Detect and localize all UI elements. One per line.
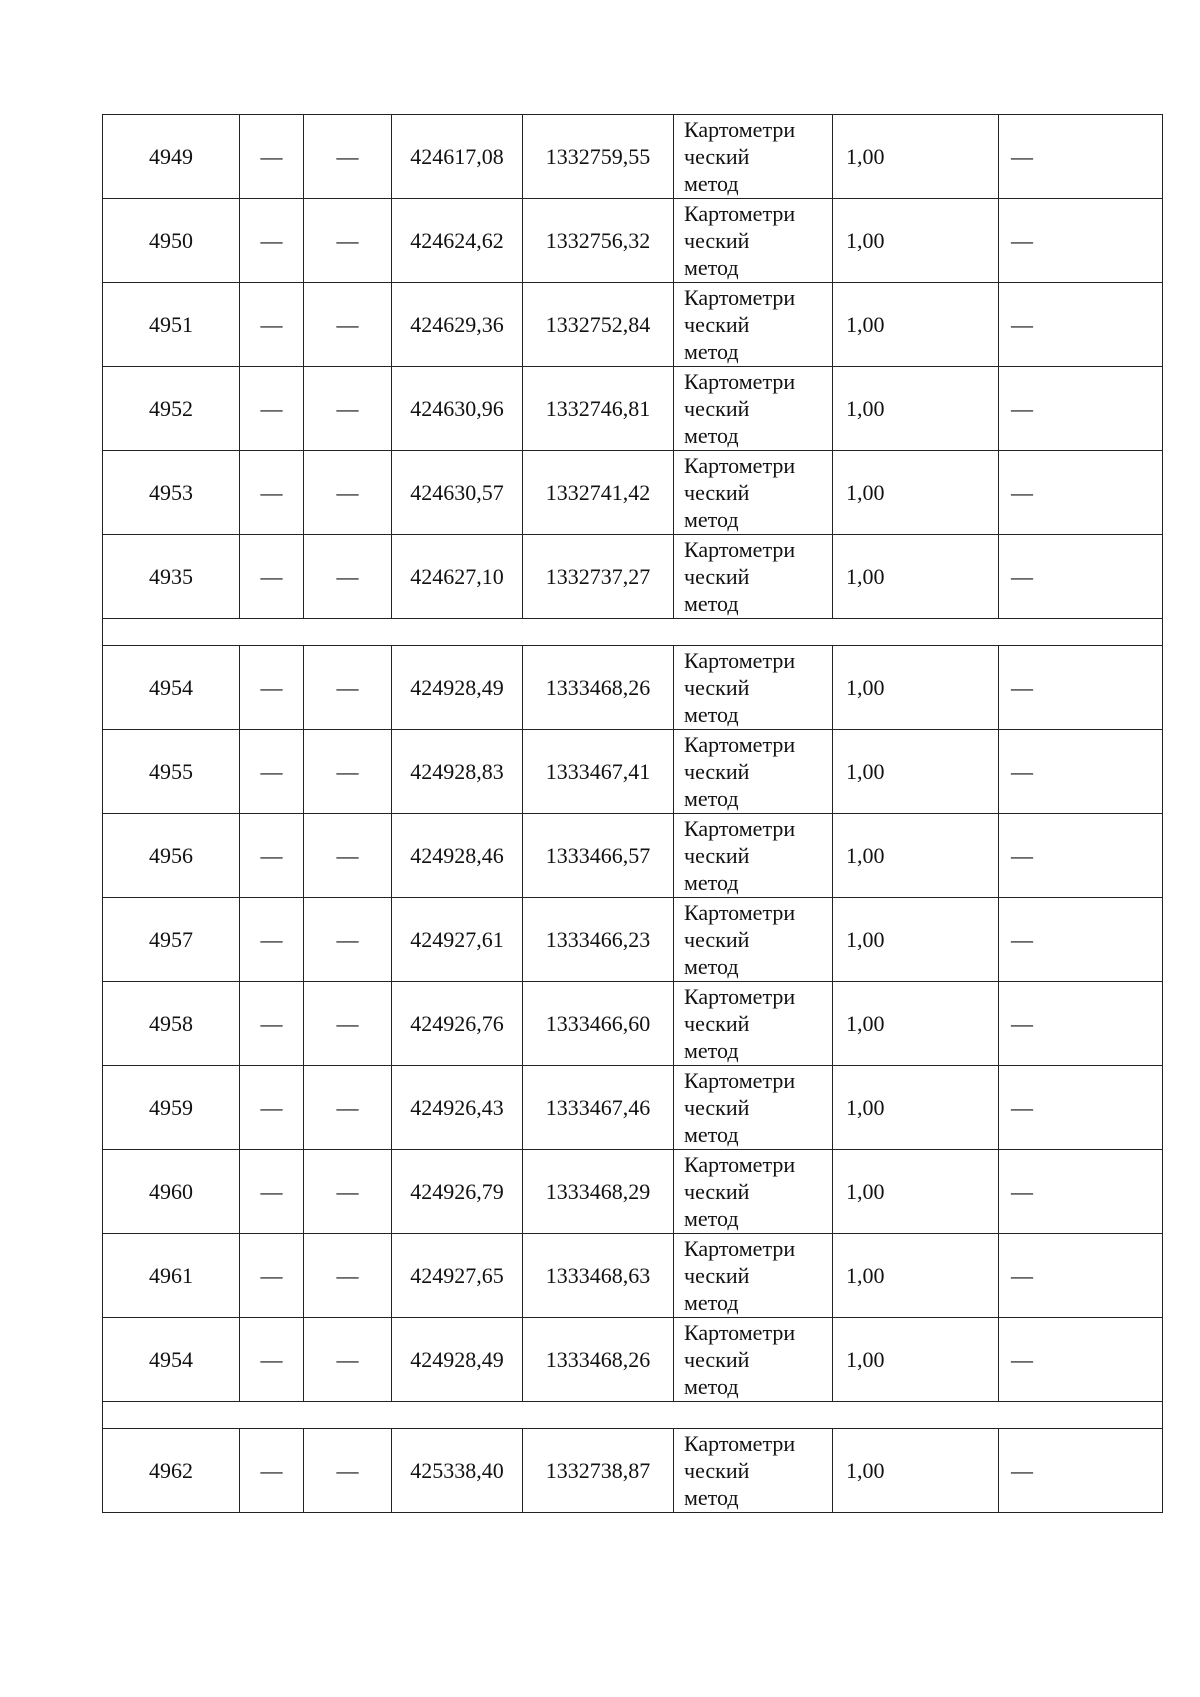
dash-mark: — — [260, 395, 283, 421]
method-text-line: метод — [684, 870, 739, 895]
method-text-line: Картометри — [684, 117, 796, 142]
dash-mark: — — [336, 563, 359, 589]
dash-mark: — — [1011, 1094, 1033, 1120]
y-coordinate-cell: 1333467,46 — [523, 1066, 674, 1150]
dash-mark: — — [336, 1346, 359, 1372]
point-number-cell: 4955 — [103, 730, 240, 814]
method-cell — [674, 982, 833, 1066]
old-x-cell — [240, 1150, 304, 1234]
dash-mark: — — [1011, 311, 1033, 337]
dash-mark: — — [260, 1010, 283, 1036]
method-text-line: ческий — [684, 1347, 750, 1372]
dash-mark: — — [1011, 758, 1033, 784]
x-coordinate-cell: 425338,40 — [392, 1429, 523, 1513]
point-number-cell: 4951 — [103, 283, 240, 367]
x-coordinate-cell: 424926,43 — [392, 1066, 523, 1150]
method-cell — [674, 814, 833, 898]
accuracy-cell: 1,00 — [833, 730, 999, 814]
point-number-cell: 4960 — [103, 1150, 240, 1234]
method-text-line: ческий — [684, 1263, 750, 1288]
method-text-line: метод — [684, 1290, 739, 1315]
dash-mark: — — [1011, 227, 1033, 253]
description-cell — [999, 1066, 1163, 1150]
x-coordinate-cell: 424928,83 — [392, 730, 523, 814]
method-text-line: Картометри — [684, 201, 796, 226]
accuracy-cell: 1,00 — [833, 367, 999, 451]
method-text-line: Картометри — [684, 369, 796, 394]
old-y-cell — [304, 451, 392, 535]
description-cell — [999, 814, 1163, 898]
method-text-line: ческий — [684, 843, 750, 868]
description-cell — [999, 730, 1163, 814]
point-number-cell: 4950 — [103, 199, 240, 283]
old-y-cell — [304, 199, 392, 283]
y-coordinate-cell: 1332741,42 — [523, 451, 674, 535]
method-text-line: ческий — [684, 759, 750, 784]
method-cell — [674, 898, 833, 982]
dash-mark: — — [260, 842, 283, 868]
description-cell — [999, 367, 1163, 451]
coordinates-table — [102, 114, 1163, 1513]
point-number-cell: 4954 — [103, 646, 240, 730]
table-row — [103, 1429, 1163, 1513]
x-coordinate-cell: 424629,36 — [392, 283, 523, 367]
method-text-line: ческий — [684, 312, 750, 337]
old-x-cell — [240, 115, 304, 199]
old-x-cell — [240, 646, 304, 730]
description-cell — [999, 199, 1163, 283]
method-text-line: Картометри — [684, 1320, 796, 1345]
old-x-cell — [240, 814, 304, 898]
method-cell — [674, 451, 833, 535]
accuracy-cell: 1,00 — [833, 1234, 999, 1318]
point-number-cell: 4949 — [103, 115, 240, 199]
y-coordinate-cell: 1333468,29 — [523, 1150, 674, 1234]
dash-mark: — — [336, 1178, 359, 1204]
dash-mark: — — [260, 227, 283, 253]
old-x-cell — [240, 1429, 304, 1513]
method-text-line: Картометри — [684, 900, 796, 925]
old-x-cell — [240, 1066, 304, 1150]
method-cell — [674, 1150, 833, 1234]
group-separator-row — [103, 1402, 1163, 1429]
description-cell — [999, 451, 1163, 535]
dash-mark: — — [1011, 1346, 1033, 1372]
dash-mark: — — [1011, 674, 1033, 700]
dash-mark: — — [336, 479, 359, 505]
method-text-line: метод — [684, 786, 739, 811]
method-cell — [674, 646, 833, 730]
method-text-line: ческий — [684, 396, 750, 421]
method-text-line: ческий — [684, 1011, 750, 1036]
y-coordinate-cell: 1333466,23 — [523, 898, 674, 982]
method-text-line: метод — [684, 1485, 739, 1510]
method-text-line: метод — [684, 702, 739, 727]
method-text-line: ческий — [684, 927, 750, 952]
method-text-line: ческий — [684, 480, 750, 505]
table-row — [103, 730, 1163, 814]
y-coordinate-cell: 1333466,60 — [523, 982, 674, 1066]
method-cell — [674, 199, 833, 283]
dash-mark: — — [336, 1262, 359, 1288]
table-row — [103, 367, 1163, 451]
dash-mark: — — [336, 395, 359, 421]
accuracy-cell: 1,00 — [833, 1429, 999, 1513]
method-text-line: метод — [684, 423, 739, 448]
point-number-cell: 4954 — [103, 1318, 240, 1402]
old-x-cell — [240, 283, 304, 367]
old-x-cell — [240, 451, 304, 535]
accuracy-cell: 1,00 — [833, 115, 999, 199]
description-cell — [999, 1429, 1163, 1513]
x-coordinate-cell: 424630,96 — [392, 367, 523, 451]
table-row — [103, 1150, 1163, 1234]
x-coordinate-cell: 424926,76 — [392, 982, 523, 1066]
old-y-cell — [304, 535, 392, 619]
method-cell — [674, 367, 833, 451]
old-y-cell — [304, 1429, 392, 1513]
accuracy-cell: 1,00 — [833, 814, 999, 898]
y-coordinate-cell: 1333467,41 — [523, 730, 674, 814]
method-text-line: ческий — [684, 564, 750, 589]
old-y-cell — [304, 367, 392, 451]
method-cell — [674, 1318, 833, 1402]
point-number-cell: 4953 — [103, 451, 240, 535]
dash-mark: — — [1011, 1457, 1033, 1483]
description-cell — [999, 982, 1163, 1066]
accuracy-cell: 1,00 — [833, 982, 999, 1066]
method-cell — [674, 283, 833, 367]
method-cell — [674, 1234, 833, 1318]
x-coordinate-cell: 424927,61 — [392, 898, 523, 982]
method-text-line: метод — [684, 171, 739, 196]
accuracy-cell: 1,00 — [833, 199, 999, 283]
y-coordinate-cell: 1332746,81 — [523, 367, 674, 451]
table-row — [103, 1066, 1163, 1150]
description-cell — [999, 535, 1163, 619]
description-cell — [999, 1150, 1163, 1234]
method-text-line: ческий — [684, 1179, 750, 1204]
method-text-line: метод — [684, 507, 739, 532]
method-text-line: метод — [684, 1038, 739, 1063]
dash-mark: — — [336, 1010, 359, 1036]
accuracy-cell: 1,00 — [833, 1318, 999, 1402]
old-y-cell — [304, 730, 392, 814]
method-text-line: ческий — [684, 144, 750, 169]
y-coordinate-cell: 1332737,27 — [523, 535, 674, 619]
accuracy-cell: 1,00 — [833, 898, 999, 982]
dash-mark: — — [336, 926, 359, 952]
dash-mark: — — [336, 227, 359, 253]
method-text-line: Картометри — [684, 816, 796, 841]
method-text-line: Картометри — [684, 648, 796, 673]
method-cell — [674, 115, 833, 199]
old-x-cell — [240, 898, 304, 982]
dash-mark: — — [1011, 479, 1033, 505]
dash-mark: — — [1011, 842, 1033, 868]
old-x-cell — [240, 982, 304, 1066]
dash-mark: — — [260, 1094, 283, 1120]
old-y-cell — [304, 1066, 392, 1150]
y-coordinate-cell: 1333468,63 — [523, 1234, 674, 1318]
accuracy-cell: 1,00 — [833, 1066, 999, 1150]
dash-mark: — — [336, 311, 359, 337]
group-separator-cell — [103, 1402, 1163, 1429]
table-row — [103, 535, 1163, 619]
method-cell — [674, 1429, 833, 1513]
dash-mark: — — [336, 674, 359, 700]
table-row — [103, 451, 1163, 535]
point-number-cell: 4935 — [103, 535, 240, 619]
dash-mark: — — [336, 1094, 359, 1120]
description-cell — [999, 1234, 1163, 1318]
y-coordinate-cell: 1332756,32 — [523, 199, 674, 283]
method-text-line: метод — [684, 339, 739, 364]
old-y-cell — [304, 814, 392, 898]
method-text-line: Картометри — [684, 537, 796, 562]
dash-mark: — — [260, 1457, 283, 1483]
dash-mark: — — [260, 311, 283, 337]
x-coordinate-cell: 424927,65 — [392, 1234, 523, 1318]
table-row — [103, 1318, 1163, 1402]
method-cell — [674, 535, 833, 619]
method-cell — [674, 1066, 833, 1150]
method-text-line: ческий — [684, 1095, 750, 1120]
old-x-cell — [240, 1234, 304, 1318]
y-coordinate-cell: 1332752,84 — [523, 283, 674, 367]
dash-mark: — — [336, 842, 359, 868]
x-coordinate-cell: 424630,57 — [392, 451, 523, 535]
dash-mark: — — [260, 758, 283, 784]
x-coordinate-cell: 424627,10 — [392, 535, 523, 619]
old-y-cell — [304, 982, 392, 1066]
dash-mark: — — [1011, 1178, 1033, 1204]
table-row — [103, 982, 1163, 1066]
method-text-line: Картометри — [684, 1236, 796, 1261]
x-coordinate-cell: 424928,49 — [392, 646, 523, 730]
dash-mark: — — [260, 1178, 283, 1204]
method-text-line: Картометри — [684, 1431, 796, 1456]
description-cell — [999, 1318, 1163, 1402]
accuracy-cell: 1,00 — [833, 283, 999, 367]
method-text-line: ческий — [684, 1458, 750, 1483]
old-x-cell — [240, 199, 304, 283]
point-number-cell: 4959 — [103, 1066, 240, 1150]
dash-mark: — — [336, 143, 359, 169]
method-text-line: метод — [684, 954, 739, 979]
group-separator-cell — [103, 619, 1163, 646]
description-cell — [999, 115, 1163, 199]
point-number-cell: 4956 — [103, 814, 240, 898]
old-y-cell — [304, 1234, 392, 1318]
accuracy-cell: 1,00 — [833, 535, 999, 619]
method-text-line: метод — [684, 1374, 739, 1399]
point-number-cell: 4958 — [103, 982, 240, 1066]
group-separator-row — [103, 619, 1163, 646]
x-coordinate-cell: 424624,62 — [392, 199, 523, 283]
table-row — [103, 646, 1163, 730]
dash-mark: — — [260, 563, 283, 589]
dash-mark: — — [260, 143, 283, 169]
dash-mark: — — [260, 1346, 283, 1372]
method-text-line: метод — [684, 591, 739, 616]
old-y-cell — [304, 283, 392, 367]
dash-mark: — — [1011, 563, 1033, 589]
method-text-line: Картометри — [684, 984, 796, 1009]
x-coordinate-cell: 424928,49 — [392, 1318, 523, 1402]
method-text-line: Картометри — [684, 453, 796, 478]
dash-mark: — — [336, 758, 359, 784]
y-coordinate-cell: 1332738,87 — [523, 1429, 674, 1513]
dash-mark: — — [260, 926, 283, 952]
old-y-cell — [304, 646, 392, 730]
method-text-line: Картометри — [684, 732, 796, 757]
table-row — [103, 283, 1163, 367]
method-cell — [674, 730, 833, 814]
accuracy-cell: 1,00 — [833, 451, 999, 535]
old-y-cell — [304, 898, 392, 982]
point-number-cell: 4952 — [103, 367, 240, 451]
dash-mark: — — [260, 479, 283, 505]
x-coordinate-cell: 424926,79 — [392, 1150, 523, 1234]
dash-mark: — — [1011, 1010, 1033, 1036]
description-cell — [999, 646, 1163, 730]
y-coordinate-cell: 1333468,26 — [523, 646, 674, 730]
old-y-cell — [304, 115, 392, 199]
dash-mark: — — [1011, 395, 1033, 421]
description-cell — [999, 283, 1163, 367]
dash-mark: — — [260, 1262, 283, 1288]
method-text-line: метод — [684, 1206, 739, 1231]
method-text-line: Картометри — [684, 1068, 796, 1093]
old-y-cell — [304, 1318, 392, 1402]
old-y-cell — [304, 1150, 392, 1234]
table-row — [103, 814, 1163, 898]
old-x-cell — [240, 730, 304, 814]
y-coordinate-cell: 1333468,26 — [523, 1318, 674, 1402]
old-x-cell — [240, 1318, 304, 1402]
table-body — [103, 115, 1163, 1513]
table-row — [103, 898, 1163, 982]
table-row — [103, 199, 1163, 283]
y-coordinate-cell: 1333466,57 — [523, 814, 674, 898]
method-text-line: Картометри — [684, 285, 796, 310]
description-cell — [999, 898, 1163, 982]
y-coordinate-cell: 1332759,55 — [523, 115, 674, 199]
table-row — [103, 115, 1163, 199]
method-text-line: метод — [684, 1122, 739, 1147]
dash-mark: — — [336, 1457, 359, 1483]
old-x-cell — [240, 367, 304, 451]
method-text-line: Картометри — [684, 1152, 796, 1177]
method-text-line: ческий — [684, 228, 750, 253]
point-number-cell: 4961 — [103, 1234, 240, 1318]
old-x-cell — [240, 535, 304, 619]
dash-mark: — — [1011, 143, 1033, 169]
coordinates-table-page — [102, 114, 1162, 1513]
point-number-cell: 4962 — [103, 1429, 240, 1513]
accuracy-cell: 1,00 — [833, 646, 999, 730]
dash-mark: — — [1011, 1262, 1033, 1288]
x-coordinate-cell: 424928,46 — [392, 814, 523, 898]
method-text-line: метод — [684, 255, 739, 280]
table-row — [103, 1234, 1163, 1318]
method-text-line: ческий — [684, 675, 750, 700]
x-coordinate-cell: 424617,08 — [392, 115, 523, 199]
dash-mark: — — [260, 674, 283, 700]
accuracy-cell: 1,00 — [833, 1150, 999, 1234]
point-number-cell: 4957 — [103, 898, 240, 982]
dash-mark: — — [1011, 926, 1033, 952]
